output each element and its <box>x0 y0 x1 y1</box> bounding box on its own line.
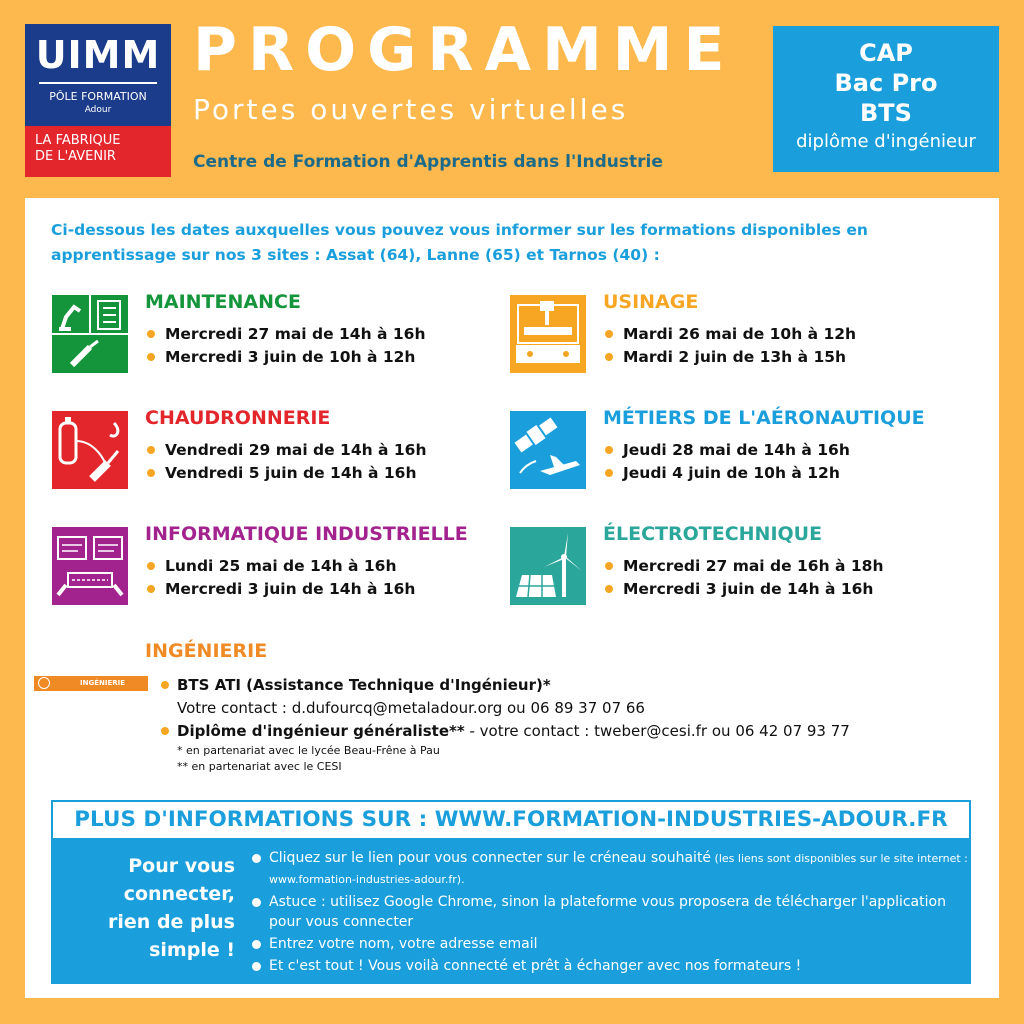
diploma-bts: BTS <box>860 99 912 127</box>
informatique-title: INFORMATIQUE INDUSTRIELLE <box>145 523 468 545</box>
chaudronnerie-title: CHAUDRONNERIE <box>145 407 331 429</box>
intro-text: Ci-dessous les dates auxquelles vous pouvez vous informer sur les formations disponibles en apprentissage sur nos 3 sites : Assat (64), Lanne (65) et Tarnos (40) : <box>51 221 868 264</box>
chaudronnerie-dates <box>145 439 427 485</box>
logo-tagline-1: LA FABRIQUE <box>35 133 121 148</box>
uimm-logo <box>25 24 171 177</box>
maintenance-title: MAINTENANCE <box>145 291 301 313</box>
footnote-2: ** en partenariat avec le CESI <box>177 760 342 773</box>
maintenance-dates <box>145 323 425 369</box>
list-item: Lundi 25 mai de 14h à 16h <box>145 555 415 578</box>
list-item: Vendredi 5 juin de 14h à 16h <box>145 462 427 485</box>
step-1-text: Cliquez sur le lien pour vous connecter sur le créneau souhaité <box>269 850 712 866</box>
info-heading[interactable]: PLUS D'INFORMATIONS SUR : WWW.FORMATION-INDUSTRIES-ADOUR.FR <box>51 800 971 840</box>
footnote-1: * en partenariat avec le lycée Beau-Frêne à Pau <box>177 744 440 757</box>
logo-brand: UIMM <box>35 33 161 77</box>
info-steps <box>251 848 971 978</box>
list-item: Et c'est tout ! Vous voilà connecté et prêt à échanger avec nos formateurs ! <box>251 956 971 976</box>
info-left-line: simple ! <box>149 939 235 961</box>
diploma-cap: CAP <box>859 39 913 67</box>
logo-top <box>25 24 171 126</box>
wind-turbine-solar-icon <box>510 527 586 605</box>
electrotechnique-title: ÉLECTROTECHNIQUE <box>603 523 823 545</box>
cfa-label: Centre de Formation d'Apprentis dans l'Industrie <box>193 152 663 172</box>
info-left-line: connecter, <box>123 883 235 905</box>
page-title: PROGRAMME <box>193 15 736 85</box>
diplome-contact: - votre contact : tweber@cesi.fr ou 06 42 07 93 77 <box>464 722 850 740</box>
list-item: Vendredi 29 mai de 14h à 16h <box>145 439 427 462</box>
logo-divider <box>39 82 157 84</box>
logo-region: Adour <box>84 105 112 115</box>
list-item: Mardi 2 juin de 13h à 15h <box>603 346 856 369</box>
list-item <box>251 848 971 890</box>
diploma-ingenieur: diplôme d'ingénieur <box>796 131 976 152</box>
aeronautique-title: MÉTIERS DE L'AÉRONAUTIQUE <box>603 407 925 429</box>
list-item: Jeudi 4 juin de 10h à 12h <box>603 462 850 485</box>
logo-tagline-2: DE L'AVENIR <box>35 149 116 164</box>
ingenierie-badge <box>34 676 148 691</box>
list-item: Mercredi 3 juin de 10h à 12h <box>145 346 425 369</box>
usinage-title: USINAGE <box>603 291 699 313</box>
satellite-plane-icon <box>510 411 586 489</box>
aeronautique-dates <box>603 439 850 485</box>
list-item: Astuce : utilisez Google Chrome, sinon la plateforme vous proposera de télécharger l'application pour vous connecter <box>251 892 971 932</box>
info-left-line: rien de plus <box>108 911 235 933</box>
diplome-label: Diplôme d'ingénieur généraliste** <box>177 722 465 740</box>
logo-pole: PÔLE FORMATION <box>49 90 147 103</box>
electrotechnique-dates <box>603 555 883 601</box>
list-item <box>161 720 991 743</box>
list-item: Mercredi 3 juin de 14h à 16h <box>603 578 883 601</box>
robot-arm-checklist-icon <box>52 295 128 373</box>
info-left-text <box>51 852 235 964</box>
diploma-bac-pro: Bac Pro <box>834 69 938 97</box>
brain-icon <box>38 677 50 689</box>
bts-label: BTS ATI (Assistance Technique d'Ingénieur)* <box>177 676 551 694</box>
computer-screens-icon <box>52 527 128 605</box>
list-item: Mercredi 27 mai de 14h à 16h <box>145 323 425 346</box>
ingenierie-title: INGÉNIERIE <box>145 640 268 662</box>
list-item: Mercredi 3 juin de 14h à 16h <box>145 578 415 601</box>
list-item: Mercredi 27 mai de 16h à 18h <box>603 555 883 578</box>
machine-tool-icon <box>510 295 586 373</box>
list-item: Mardi 26 mai de 10h à 12h <box>603 323 856 346</box>
welding-torch-icon <box>52 411 128 489</box>
page-subtitle: Portes ouvertes virtuelles <box>193 93 629 126</box>
list-item: Entrez votre nom, votre adresse email <box>251 934 971 954</box>
main-panel <box>25 198 999 998</box>
step-1-note: (les liens sont disponibles sur le site internet : www.formation-industries-adour.fr). <box>269 852 968 886</box>
info-left-line: Pour vous <box>128 855 235 877</box>
list-item <box>161 674 991 697</box>
diploma-box <box>773 26 999 172</box>
bts-contact: Votre contact : d.dufourcq@metaladour.org ou 06 89 37 07 66 <box>177 699 645 717</box>
info-body <box>51 840 971 984</box>
ingenierie-details <box>161 674 991 775</box>
list-item: Jeudi 28 mai de 14h à 16h <box>603 439 850 462</box>
logo-bottom <box>25 126 171 177</box>
usinage-dates <box>603 323 856 369</box>
informatique-dates <box>145 555 415 601</box>
ingenierie-badge-label: INGÉNIERIE <box>80 679 126 687</box>
